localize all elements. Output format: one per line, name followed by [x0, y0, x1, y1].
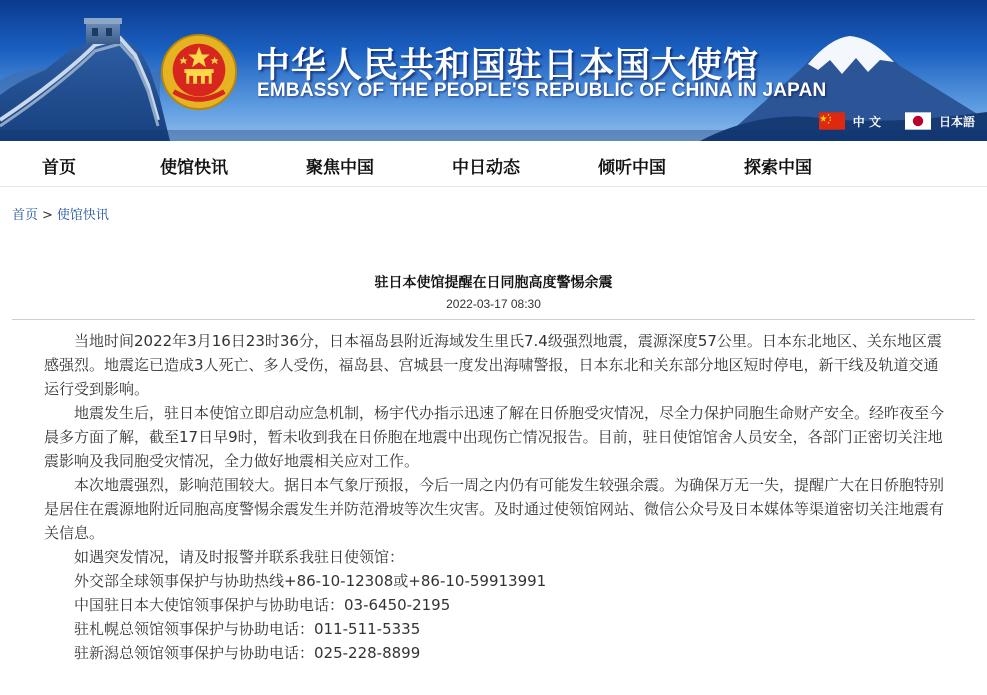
breadcrumb-home-link[interactable]: 首页	[12, 208, 39, 223]
article-title: 驻日本使馆提醒在日同胞高度警惕余震	[374, 275, 613, 291]
nav-item-explore-china[interactable]: 探索中国	[744, 158, 812, 178]
contact-line: 中国驻日本大使馆领事保护与协助电话：03-6450-2195	[74, 596, 451, 614]
title-divider	[12, 319, 975, 320]
lang-chinese-link[interactable]	[819, 112, 881, 130]
article-date: 2022-03-17 08:30	[446, 297, 541, 311]
article-body	[44, 329, 952, 665]
contact-line: 驻札幌总领馆领事保护与协助电话：011-511-5335	[74, 620, 421, 638]
lang-japanese-label: 日本語	[938, 114, 975, 129]
article-paragraph: 本次地震强烈，影响范围较大。据日本气象厅预报，今后一周之内仍有可能发生较强余震。为确保万无一失，提醒广大在日侨胞特别是居住在震源地附近同胞高度警惕余震发生并防范滑坡等次生灾害。及时通过使领馆网站、微信公众号及日本媒体等渠道密切关注地震有关信息。	[44, 476, 945, 542]
nav-item-listen-china[interactable]: 倾听中国	[598, 158, 666, 178]
nav-item-china-japan[interactable]: 中日动态	[452, 158, 520, 178]
header-banner	[0, 0, 987, 141]
contact-line: 外交部全球领事保护与协助热线+86-10-12308或+86-10-59913991	[74, 572, 547, 590]
main-nav	[0, 141, 987, 187]
china-flag-icon	[819, 112, 845, 130]
breadcrumb	[12, 204, 109, 223]
breadcrumb-separator: >	[42, 208, 53, 223]
article-paragraph: 当地时间2022年3月16日23时36分，日本福岛县附近海域发生里氏7.4级强烈地震，震源深度57公里。日本东北地区、关东地区震感强烈。地震迄已造成3人死亡、多人受伤，福岛县、宫城县一度发出海啸警报，日本东北和关东部分地区短时停电，新干线及轨道交通运行受到影响。	[44, 332, 942, 398]
embassy-title-en: EMBASSY OF THE PEOPLE'S REPUBLIC OF CHINA IN JAPAN	[257, 80, 827, 101]
embassy-title-cn: 中华人民共和国驻日本国大使馆	[255, 46, 760, 86]
nav-item-embassy-news[interactable]: 使馆快讯	[160, 158, 228, 178]
lang-japanese-link[interactable]	[905, 112, 975, 130]
breadcrumb-current-link[interactable]: 使馆快讯	[56, 208, 109, 223]
nav-item-focus-china[interactable]: 聚焦中国	[306, 158, 374, 178]
contact-line: 驻新潟总领馆领事保护与协助电话：025-228-8899	[74, 644, 421, 662]
contact-intro: 如遇突发情况，请及时报警并联系我驻日使领馆：	[74, 548, 405, 566]
national-emblem-icon	[160, 33, 238, 111]
language-switcher	[819, 112, 975, 130]
lang-chinese-label: 中 文	[852, 114, 881, 129]
japan-flag-icon	[905, 112, 931, 130]
nav-item-home[interactable]: 首页	[42, 158, 76, 178]
article-paragraph: 地震发生后，驻日本使馆立即启动应急机制，杨宇代办指示迅速了解在日侨胞受灾情况，尽全力保护同胞生命财产安全。经昨夜至今晨多方面了解，截至17日早9时，暂未收到我在日侨胞在地震中出现伤亡情况报告。目前，驻日使馆馆舍人员安全，各部门正密切关注地震影响及我同胞受灾情况，全力做好地震相关应对工作。	[44, 404, 945, 470]
